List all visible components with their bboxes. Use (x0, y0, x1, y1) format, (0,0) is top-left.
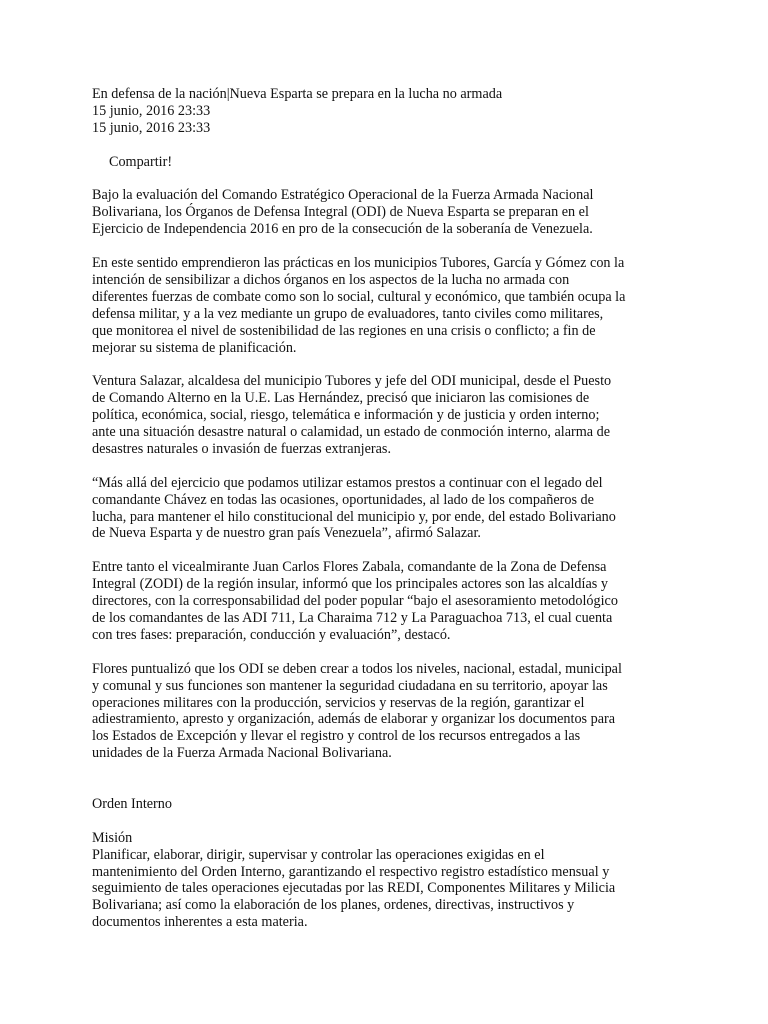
paragraph-4-quote (92, 475, 692, 543)
paragraph-6 (92, 661, 692, 762)
article-header (92, 86, 692, 137)
paragraph-line: de Comando Alterno en la U.E. Las Hernández, precisó que iniciaron las comisiones de (92, 390, 590, 407)
mission-block (92, 830, 692, 931)
paragraph-line: intención de sensibilizar a dichos órganos en los aspectos de la lucha no armada con (92, 271, 570, 288)
paragraph-line: adiestramiento, apresto y organización, además de elaborar y organizar los documentos para (92, 711, 616, 728)
paragraph-line: Ventura Salazar, alcaldesa del municipio Tubores y jefe del ODI municipal, desde el Puesto (92, 373, 612, 390)
paragraph-line: los Estados de Excepción y llevar el registro y control de los recursos entregados a las (92, 728, 581, 745)
paragraph-line: ante una situación desastre natural o calamidad, un estado de conmoción interno, alarma de (92, 424, 611, 441)
paragraph-line: operaciones militares con la producción, servicios y reservas de la región, garantizar el (92, 694, 585, 711)
mission-subheading: Misión (92, 829, 133, 846)
paragraph-3 (92, 373, 692, 458)
blank-line (92, 779, 692, 796)
paragraph-line: Bolivariana, los Órganos de Defensa Integral (ODI) de Nueva Esparta se preparan en el (92, 204, 589, 221)
paragraph-line: lucha, para mantener el hilo constitucional del municipio y, por ende, del estado Bolivariano (92, 508, 616, 525)
paragraph-5 (92, 559, 692, 644)
paragraph-line: unidades de la Fuerza Armada Nacional Bolivariana. (92, 745, 392, 762)
share-text: Compartir! (109, 153, 173, 170)
mission-line: Planificar, elaborar, dirigir, supervisar y controlar las operaciones exigidas en el (92, 846, 545, 863)
paragraph-line: política, económica, social, riesgo, telemática e información y de justicia y orden interno; (92, 407, 600, 424)
paragraph-line: que monitorea el nivel de sostenibilidad de las regiones en una crisis o conflicto; a fin de (92, 322, 596, 339)
paragraph-line: desastres naturales o invasión de fuerzas extranjeras. (92, 440, 391, 457)
share-label (92, 154, 692, 171)
mission-line: documentos inherentes a esta materia. (92, 914, 308, 931)
paragraph-line: “Más allá del ejercicio que podamos utilizar estamos prestos a continuar con el legado del (92, 474, 603, 491)
paragraph-line: diferentes fuerzas de combate como son lo social, cultural y económico, que también ocupa la (92, 288, 626, 305)
paragraph-line: con tres fases: preparación, conducción y evaluación”, destacó. (92, 626, 451, 643)
paragraph-line: de los comandantes de las ADI 711, La Charaima 712 y La Paraguachoa 713, el cual cuenta (92, 610, 613, 626)
mission-line: mantenimiento del Orden Interno, garantizando el respectivo registro estadístico mensual y (92, 863, 610, 880)
mission-line: Bolivariana; así como la elaboración de los planes, ordenes, directivas, instructivos y (92, 897, 575, 914)
paragraph-2 (92, 255, 692, 356)
section-heading: Orden Interno (92, 795, 172, 812)
paragraph-line: directores, con la corresponsabilidad del poder popular “bajo el asesoramiento metodológico (92, 593, 618, 610)
paragraph-line: Integral (ZODI) de la región insular, informó que los principales actores son las alcaldías y (92, 576, 608, 593)
document-page (92, 86, 692, 948)
paragraph-line: Entre tanto el vicealmirante Juan Carlos Flores Zabala, comandante de la Zona de Defensa (92, 559, 607, 576)
paragraph-line: comandante Chávez en todas las ocasiones, oportunidades, al lado de los compañeros de (92, 491, 594, 508)
mission-line: seguimiento de tales operaciones ejecutadas por las REDI, Componentes Militares y Milicia (92, 880, 616, 897)
paragraph-line: Bajo la evaluación del Comando Estratégico Operacional de la Fuerza Armada Nacional (92, 187, 594, 204)
paragraph-1 (92, 187, 692, 238)
paragraph-line: mejorar su sistema de planificación. (92, 339, 297, 356)
paragraph-line: de Nueva Esparta y de nuestro gran país Venezuela”, afirmó Salazar. (92, 525, 481, 542)
paragraph-line: En este sentido emprendieron las prácticas en los municipios Tubores, García y Gómez con la (92, 255, 625, 272)
paragraph-line: y comunal y sus funciones son mantener la seguridad ciudadana en su territorio, apoyar las (92, 677, 608, 694)
article-title: En defensa de la nación|Nueva Esparta se prepara en la lucha no armada (92, 86, 503, 102)
paragraph-line: Ejercicio de Independencia 2016 en pro de la consecución de la soberanía de Venezuela. (92, 221, 593, 238)
update-date: 15 junio, 2016 23:33 (92, 119, 211, 136)
paragraph-line: Flores puntualizó que los ODI se deben crear a todos los niveles, nacional, estadal, municipal (92, 660, 622, 677)
publish-date: 15 junio, 2016 23:33 (92, 102, 211, 119)
paragraph-line: defensa militar, y a la vez mediante un grupo de evaluadores, tanto civiles como militares, (92, 305, 604, 322)
section-heading-block (92, 796, 692, 813)
